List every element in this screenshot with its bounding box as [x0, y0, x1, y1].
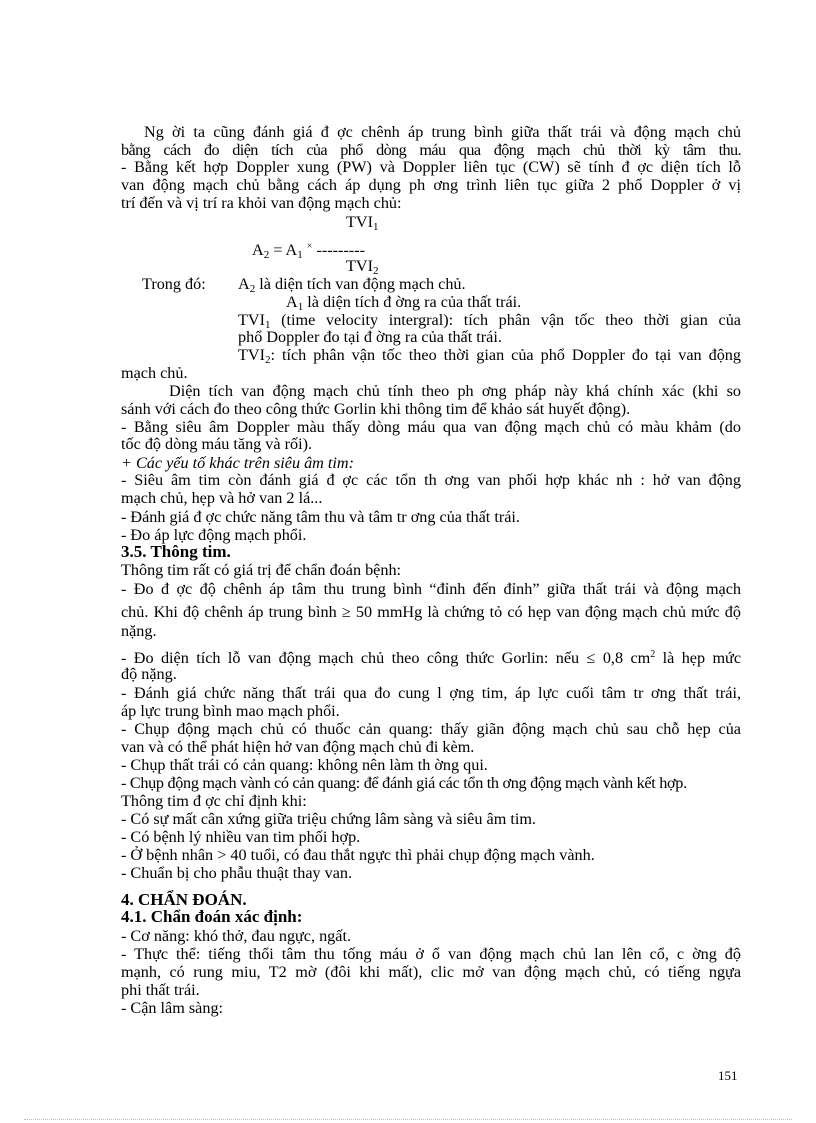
- paragraph-line: áp lực trung bình mao mạch phổi.: [121, 702, 340, 720]
- formula-numerator: $TVI_1$: [346, 213, 379, 233]
- definition-line: $TVI_1$ (time velocity intergral): tích phân vận tốc theo thời gian của: [238, 311, 741, 331]
- paragraph-line: van và có thể phát hiện hở van động mạch chủ đi kèm.: [121, 738, 475, 756]
- definition-line: $A_1$ là diện tích đ ờng ra của thất trái.: [286, 293, 522, 313]
- paragraph-line: Thông tim đ ợc chỉ định khi:: [121, 792, 307, 810]
- paragraph-line: - Bằng kết hợp Doppler xung (PW) và Doppler liên tục (CW) sẽ tính đ ợc diện tích lỗ: [121, 158, 741, 176]
- paragraph-line: - Đo đ ợc độ chênh áp tâm thu trung bình “đỉnh đến đỉnh” giữa thất trái và động mạch: [121, 580, 741, 598]
- section-heading: 3.5. Thông tim.: [121, 542, 231, 561]
- definition-label: Trong đó:: [142, 275, 206, 293]
- definition-line: $TVI_2$: tích phân vận tốc theo thời gian của phổ Doppler đo tại van động: [238, 346, 741, 366]
- paragraph-line: mạnh, có rung miu, T2 mờ (đôi khi mất), clic mở van động mạch chủ, có tiếng ngựa: [121, 963, 741, 981]
- paragraph-line: - Chụp động mạch chủ có thuốc cản quang: thấy giãn động mạch chủ sau chỗ hẹp của: [121, 720, 741, 738]
- paragraph-line: - Đo áp lực động mạch phổi.: [121, 526, 307, 544]
- definition-line: $A_2$ là diện tích van động mạch chủ.: [238, 275, 466, 295]
- paragraph-line: - Có bệnh lý nhiều van tim phối hợp.: [121, 828, 361, 846]
- definition-line: phổ Doppler đo tại đ ờng ra của thất trái.: [238, 328, 502, 346]
- paragraph-line: van động mạch chủ bằng cách áp dụng ph ơng trình liên tục giữa 2 phổ Doppler ở vị: [121, 176, 741, 194]
- paragraph-line: - Siêu âm tim còn đánh giá đ ợc các tổn th ơng van phối hợp khác nh : hở van động: [121, 471, 741, 489]
- paragraph-line: - Ở bệnh nhân > 40 tuổi, có đau thắt ngực thì phải chụp động mạch vành.: [121, 846, 595, 864]
- paragraph-line: - Đánh giá chức năng thất trái qua đo cung l ợng tim, áp lực cuối tâm tr ơng thất trái,: [121, 684, 741, 702]
- paragraph-line: - Chuẩn bị cho phẫu thuật thay van.: [121, 864, 353, 882]
- footer-divider: [24, 1119, 792, 1120]
- leq-symbol: ≤: [586, 649, 596, 667]
- subheading: + Các yếu tố khác trên siêu âm tim:: [121, 454, 354, 472]
- paragraph-line: mạch chủ, hẹp và hở van 2 lá...: [121, 489, 323, 507]
- paragraph-line: - Đo diện tích lỗ van động mạch chủ theo công thức Gorlin: nếu ≤ 0,8 $cm^2$ là hẹp mức: [121, 649, 742, 667]
- paragraph-line: phi thất trái.: [121, 981, 200, 999]
- paragraph-line: bằng cách đo diện tích của phổ dòng máu qua động mạch chủ thời kỳ tâm thu.: [121, 141, 741, 159]
- paragraph-line: Thông tim rất có giá trị để chẩn đoán bệnh:: [121, 561, 402, 579]
- paragraph-line: - Thực thể: tiếng thổi tâm thu tống máu ở ổ van động mạch chủ lan lên cổ, c ờng độ: [121, 945, 741, 963]
- paragraph-line: nặng.: [121, 622, 157, 640]
- paragraph-line: trí đến và vị trí ra khỏi van động mạch chủ:: [121, 194, 402, 212]
- paragraph-line: Ng ời ta cũng đánh giá đ ợc chênh áp trung bình giữa thất trái và động mạch chủ: [144, 123, 741, 141]
- formula-equation: $A_2 = A_1$ × ---------: [252, 241, 365, 261]
- paragraph-line: - Đánh giá đ ợc chức năng tâm thu và tâm tr ơng của thất trái.: [121, 508, 520, 526]
- paragraph-line: - Cơ năng: khó thở, đau ngực, ngất.: [121, 927, 352, 945]
- paragraph-line: - Chụp thất trái có cản quang: không nên làm th ờng qui.: [121, 756, 488, 774]
- paragraph-line: - Cận lâm sàng:: [121, 999, 224, 1017]
- section-heading: 4. CHẨN ĐOÁN.: [121, 890, 247, 909]
- paragraph-line: sánh với cách đo theo công thức Gorlin khi thông tim để khảo sát huyết động).: [121, 400, 631, 418]
- formula-denominator: $TVI_2$: [346, 257, 379, 277]
- page-number: 151: [718, 1068, 738, 1083]
- paragraph-line: tốc độ dòng máu tăng và rối).: [121, 435, 313, 453]
- paragraph-line: mạch chủ.: [121, 364, 188, 382]
- paragraph-line: - Bằng siêu âm Doppler màu thấy dòng máu qua van động mạch chủ có màu khảm (do: [121, 418, 741, 436]
- paragraph-line: độ nặng.: [121, 665, 177, 683]
- paragraph-line: - Có sự mất cân xứng giữa triệu chứng lâm sàng và siêu âm tim.: [121, 810, 536, 828]
- paragraph-line: Diện tích van động mạch chủ tính theo ph ơng pháp này khá chính xác (khi so: [169, 382, 741, 400]
- paragraph-line: - Chụp động mạch vành có cản quang: để đánh giá các tổn th ơng động mạch vành kết hợp.: [121, 774, 687, 792]
- paragraph-line: chủ. Khi độ chênh áp trung bình ≥ 50 mmHg là chứng tỏ có hẹp van động mạch chủ mức độ: [121, 603, 741, 621]
- subsection-heading: 4.1. Chẩn đoán xác định:: [121, 907, 303, 926]
- geq-symbol: ≥: [341, 603, 351, 621]
